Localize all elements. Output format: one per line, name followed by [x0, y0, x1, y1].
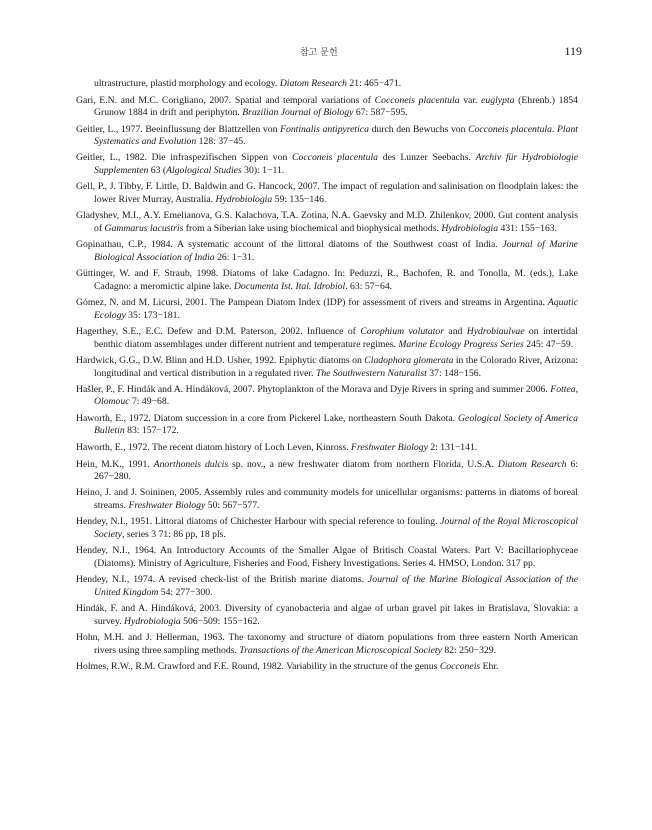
reference-text: from a Siberian lake using biochemical and biophysical methods.	[183, 222, 442, 234]
running-header	[0, 44, 652, 60]
reference-text: Güttinger, W. and F. Straub, 1998. Diatoms of lake Cadagno. In: Peduzzi, R., Bachofen, R. and Tonolla, M. (eds.), Lake Cadagno: a meromictic alpine lake.	[76, 268, 578, 292]
reference-entry	[76, 545, 578, 570]
italic-text: Freshwater Biology	[351, 441, 428, 453]
reference-text: 245: 47−59.	[523, 338, 574, 350]
italic-text: Fottea, Olomouc	[94, 384, 578, 408]
italic-text: euglypta	[481, 94, 515, 106]
reference-entry	[76, 124, 578, 149]
italic-text: Brazilian Journal of Biology	[242, 106, 354, 118]
reference-text: Hagerthey, S.E., E.C. Defew and D.M. Paterson, 2002. Influence of	[76, 326, 361, 338]
italic-text: Plant Systematics and Evolution	[94, 123, 579, 147]
italic-text: Cocconeis	[439, 661, 481, 673]
reference-entry	[76, 632, 578, 657]
reference-text: 26: 1−31.	[214, 251, 255, 263]
reference-entry	[76, 487, 578, 512]
italic-text: Hydrobiologia	[215, 193, 273, 205]
running-title: 참고 문헌	[300, 48, 338, 58]
reference-text: Geitler, L., 1977. Beeinflussung der Blattzellen von	[76, 123, 281, 135]
italic-text: Journal of the Marine Biological Association of the United Kingdom	[94, 574, 578, 598]
italic-text: Corophium volutator	[360, 326, 444, 338]
reference-text: 431: 155−163.	[498, 222, 558, 234]
reference-text: Ehr.	[480, 661, 499, 673]
reference-entry	[76, 297, 578, 322]
reference-text: . 63: 57−64.	[345, 280, 393, 292]
reference-text: ultrastructure, plastid morphology and ecology.	[94, 78, 280, 89]
reference-text: 63 (	[148, 164, 167, 176]
reference-text: Haworth, E., 1972. The recent diatom history of Loch Leven, Kinross.	[76, 441, 352, 453]
reference-text: 50: 567−577.	[205, 499, 260, 511]
reference-text: in the Colorado River, Arizona: longitudinal and vertical distribution in a regulated river.	[94, 355, 578, 379]
reference-text: Hohn, M.H. and J. Hellerman, 1963. The taxonomy and structure of diatom populations from three eastern North American rivers using three sampling methods.	[76, 632, 578, 656]
reference-text: on intertidal benthic diatom assemblages under different nutrient and temperature regimes.	[94, 326, 578, 350]
italic-text: Cocconeis placentula	[468, 123, 552, 135]
italic-text: Hydrobiologia	[441, 222, 499, 234]
reference-entry	[76, 210, 578, 235]
italic-text: Transactions of the American Microscopical Society	[239, 644, 442, 656]
reference-text: sp. nov., a new freshwater diatom from northern Florida, U.S.A.	[228, 458, 498, 470]
reference-entry	[76, 326, 578, 351]
italic-text: Cladophora glomerata	[364, 355, 454, 367]
reference-text: 37: 148−156.	[426, 367, 482, 379]
italic-text: Archiv für Hydrobiologie Supplementen	[94, 152, 578, 176]
reference-text: var.	[459, 94, 482, 106]
italic-text: Journal of Marine Biological Association of India	[94, 239, 578, 263]
italic-text: Marine Ecology Progress Series	[398, 338, 524, 350]
reference-continuation	[76, 78, 578, 90]
page-number: 119	[564, 44, 582, 58]
reference-text: 67: 587−595.	[353, 106, 408, 118]
reference-text: Gladyshev, M.I., A.Y. Emelianova, G.S. Kalachova, T.A. Zotina, N.A. Gaevsky and M.D. Zhilenkov, 2000. Gut content analysis of	[76, 210, 578, 234]
reference-text: 83: 157−172.	[124, 425, 179, 437]
reference-text: 506−509: 155−162.	[180, 615, 260, 627]
italic-text: Aquatic Ecology	[94, 297, 578, 321]
italic-text: Diatom Research	[497, 458, 567, 470]
reference-text: Geitler, L., 1982. Die infraspezifischen Sippen von	[76, 152, 293, 164]
reference-entry	[76, 239, 578, 264]
reference-text: 6: 267−280.	[94, 458, 578, 482]
reference-entry	[76, 459, 578, 484]
reference-text: 128: 37−45.	[196, 135, 246, 147]
reference-text: des Lunzer Seebachs.	[378, 152, 476, 164]
reference-list	[76, 78, 578, 678]
reference-text: durch den Bewuchs von	[368, 123, 469, 135]
italic-text: Cocconeis placentula	[374, 94, 460, 106]
reference-text: Hindák, F. and A. Hindáková, 2003. Diversity of cyanobacteria and algae of urban gravel pit lakes in Bratislava, Slovakia: a survey.	[76, 603, 578, 627]
reference-entry	[76, 516, 578, 541]
reference-entry	[76, 355, 578, 380]
italic-text: Fontinalis antipyretica	[280, 123, 369, 135]
reference-text: Holmes, R.W., R.M. Crawford and F.E. Round, 1982. Variability in the structure of the genus	[76, 661, 440, 673]
reference-text: and	[444, 326, 467, 338]
italic-text: The Southwestern Naturalist	[315, 367, 427, 379]
reference-text: Gopinathau, C.P., 1984. A systematic account of the littoral diatoms of the Southwest coast of India.	[76, 239, 503, 251]
reference-entry	[76, 661, 578, 673]
italic-text: Hydrobiaulvae	[466, 326, 525, 338]
reference-text: 21: 465−471.	[346, 78, 402, 89]
reference-entry	[76, 384, 578, 409]
italic-text: Documenta Ist. Ital. Idrobiol	[233, 280, 346, 292]
reference-text: Haworth, E., 1972. Diatom succession in a core from Pickerel Lake, northeastern South Dakota.	[76, 413, 459, 425]
italic-text: Gammarus lacustris	[104, 222, 184, 234]
italic-text: Algological Studies	[166, 164, 242, 176]
reference-entry	[76, 574, 578, 599]
reference-text: Hendey, N.I., 1951. Littoral diatoms of Chichester Harbour with special reference to fouling.	[76, 516, 441, 528]
reference-text: (Ehrenb.) 1854 Grunow 1884 in drift and periphyton.	[94, 94, 578, 118]
italic-text: Diatom Research	[279, 78, 347, 89]
italic-text: Freshwater Biology	[128, 499, 206, 511]
reference-entry	[76, 603, 578, 628]
reference-entry	[76, 442, 578, 454]
reference-text: Gari, E.N. and M.C. Corigliano, 2007. Spatial and temporal variations of	[76, 94, 375, 106]
italic-text: Cocconeis placentula	[292, 152, 379, 164]
reference-entry	[76, 95, 578, 120]
reference-text: 7: 49−68.	[129, 396, 170, 408]
reference-entry	[76, 152, 578, 177]
reference-text: .	[551, 123, 558, 135]
reference-entry	[76, 268, 578, 293]
italic-text: Geological Society of America Bulletin	[94, 413, 578, 437]
reference-text: , series 3 71: 86 pp, 18 pls.	[121, 528, 226, 540]
reference-entry	[76, 181, 578, 206]
reference-text: 59: 135−146.	[272, 193, 327, 205]
reference-entry	[76, 413, 578, 438]
reference-text: Hein, M.K., 1991.	[76, 458, 154, 470]
reference-text: Hendey, N.I., 1974. A revised check-list of the British marine diatoms.	[76, 574, 368, 586]
reference-text: 54: 277−300.	[158, 586, 213, 598]
reference-text: Hendey, N.I., 1964. An Introductory Accounts of the Smaller Algae of Britisch Coastal Waters. Part V: Bacillariophyceae (Diatoms). Ministry of Agriculture, Fisheries and Food, Fishery Investigations. Series 4. HMSO, London. 317 pp.	[76, 545, 578, 569]
reference-text: 2: 131−141.	[427, 441, 478, 453]
italic-text: Journal of the Royal Microscopical Society	[94, 516, 578, 540]
reference-text: 82: 250−329.	[441, 644, 497, 656]
reference-text: Hardwick, G.G., D.W. Blinn and H.D. Usher, 1992. Epiphytic diatoms on	[76, 355, 365, 367]
reference-text: Heino, J. and J. Soininen, 2005. Assembly rules and community models for unicellular organisms: patterns in diatoms of boreal streams.	[76, 487, 578, 511]
italic-text: Hydrobiologia	[124, 615, 181, 627]
reference-text: 30): 1−11.	[241, 164, 285, 176]
italic-text: Anorthoneis dulcis	[153, 458, 229, 470]
reference-text: Gómez, N. and M. Licursi, 2001. The Pampean Diatom Index (IDP) for assessment of rivers and streams in Argentina.	[76, 297, 548, 309]
reference-text: Gell, P., J. Tibby, F. Little, D. Baldwin and G. Hancock, 2007. The impact of regulation and salinisation on floodplain lakes: the lower River Murray, Australia.	[76, 181, 578, 205]
reference-text: 35: 173−181.	[125, 309, 180, 321]
reference-text: Hašler, P., F. Hindák and A. Hindáková, 2007. Phytoplankton of the Morava and Dyje Rivers in spring and summer 2006.	[76, 384, 551, 396]
